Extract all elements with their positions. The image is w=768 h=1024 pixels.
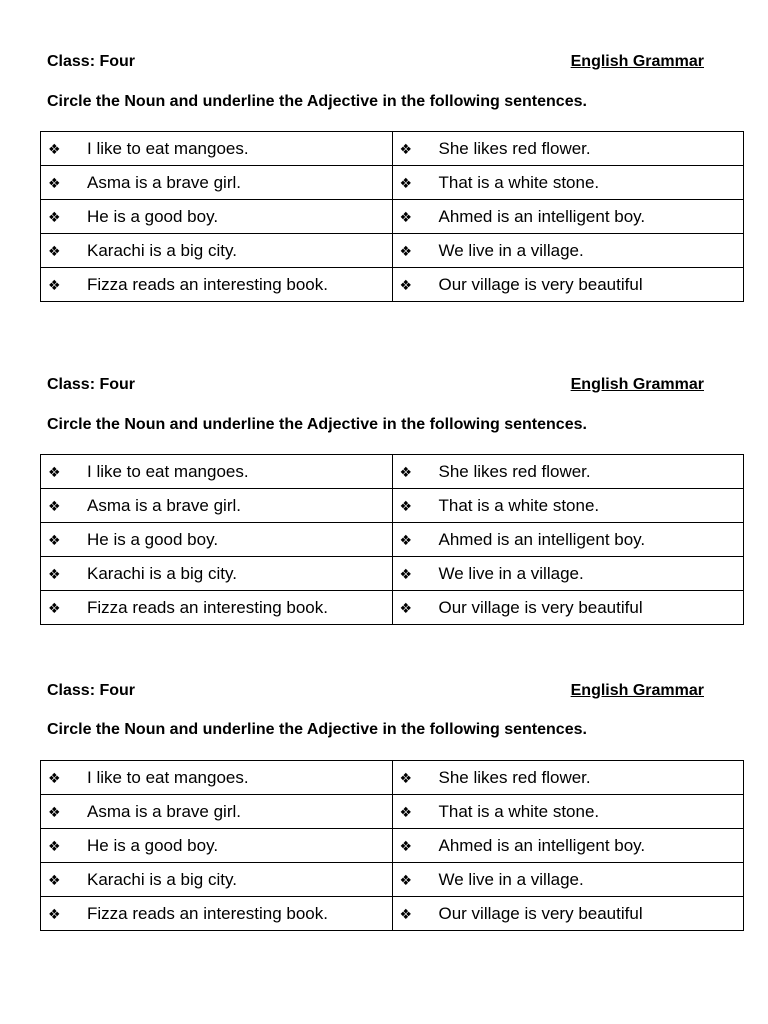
sentence-text: Ahmed is an intelligent boy. <box>438 206 646 226</box>
sentence-cell-left <box>41 897 393 931</box>
sentence-text: Ahmed is an intelligent boy. <box>438 529 646 549</box>
sentence-cell-right <box>392 591 744 625</box>
class-label: Class: Four <box>47 376 136 393</box>
sentence-row <box>41 557 744 591</box>
four-diamond-bullet-icon: ❖ <box>399 600 413 617</box>
sentence-row <box>41 795 744 829</box>
sentence-text: That is a white stone. <box>438 495 600 515</box>
four-diamond-bullet-icon: ❖ <box>48 838 61 855</box>
sentence-cell-right <box>392 489 744 523</box>
sentence-cell-right <box>392 455 744 489</box>
sentence-cell-left <box>41 829 393 863</box>
sentence-text: Fizza reads an interesting book. <box>87 903 328 923</box>
sentence-cell-left <box>41 761 393 795</box>
sentence-text: Our village is very beautiful <box>438 274 643 294</box>
sentence-cell-right <box>392 557 744 591</box>
sentence-cell-left <box>41 234 393 268</box>
sentence-text: I like to eat mangoes. <box>87 138 249 158</box>
sentence-text: Karachi is a big city. <box>87 240 237 260</box>
sentence-text: I like to eat mangoes. <box>87 767 249 787</box>
sentence-text: Fizza reads an interesting book. <box>87 274 328 294</box>
instruction-text: Circle the Noun and underline the Adjective in the following sentences. <box>47 416 587 433</box>
sentence-row <box>41 489 744 523</box>
four-diamond-bullet-icon: ❖ <box>48 498 61 515</box>
sentence-cell-left <box>41 200 393 234</box>
four-diamond-bullet-icon: ❖ <box>48 209 61 226</box>
sentence-cell-right <box>392 268 744 302</box>
sentence-text: Karachi is a big city. <box>87 563 237 583</box>
class-label: Class: Four <box>47 53 136 70</box>
subject-label: English Grammar <box>570 53 704 70</box>
sentence-table-body <box>41 132 744 302</box>
sentence-text: Asma is a brave girl. <box>87 495 241 515</box>
four-diamond-bullet-icon: ❖ <box>48 804 61 821</box>
sentence-text: He is a good boy. <box>87 529 219 549</box>
four-diamond-bullet-icon: ❖ <box>399 464 413 481</box>
sentence-row <box>41 234 744 268</box>
sentence-text: Ahmed is an intelligent boy. <box>438 835 646 855</box>
sentence-text: He is a good boy. <box>87 835 219 855</box>
four-diamond-bullet-icon: ❖ <box>399 770 413 787</box>
sentence-text: She likes red flower. <box>438 138 591 158</box>
sentence-text: We live in a village. <box>438 869 584 889</box>
sentence-text: She likes red flower. <box>438 461 591 481</box>
sentence-cell-left <box>41 268 393 302</box>
four-diamond-bullet-icon: ❖ <box>48 464 61 481</box>
sentence-table <box>40 131 744 302</box>
four-diamond-bullet-icon: ❖ <box>399 804 413 821</box>
worksheet-header <box>47 53 704 75</box>
sentence-cell-left <box>41 591 393 625</box>
sentence-text: Asma is a brave girl. <box>87 172 241 192</box>
four-diamond-bullet-icon: ❖ <box>399 175 413 192</box>
sentence-cell-right <box>392 200 744 234</box>
sentence-text: She likes red flower. <box>438 767 591 787</box>
subject-label: English Grammar <box>570 376 704 393</box>
four-diamond-bullet-icon: ❖ <box>48 600 61 617</box>
sentence-cell-left <box>41 166 393 200</box>
sentence-table-body <box>41 455 744 625</box>
sentence-cell-left <box>41 795 393 829</box>
four-diamond-bullet-icon: ❖ <box>399 838 413 855</box>
sentence-text: Our village is very beautiful <box>438 597 643 617</box>
four-diamond-bullet-icon: ❖ <box>399 532 413 549</box>
four-diamond-bullet-icon: ❖ <box>399 243 413 260</box>
sentence-row <box>41 200 744 234</box>
sentence-row <box>41 132 744 166</box>
sentence-row <box>41 455 744 489</box>
sentence-table-body <box>41 761 744 931</box>
four-diamond-bullet-icon: ❖ <box>399 872 413 889</box>
sentence-cell-right <box>392 897 744 931</box>
four-diamond-bullet-icon: ❖ <box>48 532 61 549</box>
sentence-text: I like to eat mangoes. <box>87 461 249 481</box>
four-diamond-bullet-icon: ❖ <box>399 566 413 583</box>
sentence-text: That is a white stone. <box>438 801 600 821</box>
four-diamond-bullet-icon: ❖ <box>48 566 61 583</box>
four-diamond-bullet-icon: ❖ <box>48 770 61 787</box>
sentence-cell-left <box>41 455 393 489</box>
sentence-cell-right <box>392 132 744 166</box>
sentence-cell-right <box>392 166 744 200</box>
sentence-text: Asma is a brave girl. <box>87 801 241 821</box>
sentence-text: Fizza reads an interesting book. <box>87 597 328 617</box>
sentence-cell-right <box>392 523 744 557</box>
sentence-row <box>41 897 744 931</box>
sentence-cell-left <box>41 557 393 591</box>
sentence-cell-left <box>41 132 393 166</box>
class-label: Class: Four <box>47 682 136 699</box>
sentence-text: We live in a village. <box>438 563 584 583</box>
four-diamond-bullet-icon: ❖ <box>399 498 413 515</box>
worksheet-header <box>47 682 704 704</box>
sentence-row <box>41 166 744 200</box>
four-diamond-bullet-icon: ❖ <box>399 209 413 226</box>
four-diamond-bullet-icon: ❖ <box>48 277 61 294</box>
sentence-cell-left <box>41 523 393 557</box>
subject-label: English Grammar <box>570 682 704 699</box>
sentence-cell-right <box>392 829 744 863</box>
sentence-cell-right <box>392 234 744 268</box>
sentence-text: That is a white stone. <box>438 172 600 192</box>
instruction-text: Circle the Noun and underline the Adjective in the following sentences. <box>47 721 587 738</box>
sentence-row <box>41 761 744 795</box>
sentence-row <box>41 829 744 863</box>
sentence-text: He is a good boy. <box>87 206 219 226</box>
four-diamond-bullet-icon: ❖ <box>399 906 413 923</box>
sentence-cell-left <box>41 863 393 897</box>
sentence-cell-left <box>41 489 393 523</box>
sentence-cell-right <box>392 761 744 795</box>
sentence-cell-right <box>392 795 744 829</box>
four-diamond-bullet-icon: ❖ <box>48 141 61 158</box>
sentence-text: We live in a village. <box>438 240 584 260</box>
four-diamond-bullet-icon: ❖ <box>48 906 61 923</box>
sentence-row <box>41 863 744 897</box>
sentence-table <box>40 454 744 625</box>
four-diamond-bullet-icon: ❖ <box>48 243 61 260</box>
sentence-text: Our village is very beautiful <box>438 903 643 923</box>
sentence-row <box>41 591 744 625</box>
worksheet-header <box>47 376 704 398</box>
four-diamond-bullet-icon: ❖ <box>399 277 413 294</box>
sentence-cell-right <box>392 863 744 897</box>
four-diamond-bullet-icon: ❖ <box>48 872 61 889</box>
four-diamond-bullet-icon: ❖ <box>48 175 61 192</box>
sentence-text: Karachi is a big city. <box>87 869 237 889</box>
sentence-row <box>41 523 744 557</box>
sentence-row <box>41 268 744 302</box>
four-diamond-bullet-icon: ❖ <box>399 141 413 158</box>
instruction-text: Circle the Noun and underline the Adjective in the following sentences. <box>47 93 587 110</box>
sentence-table <box>40 760 744 931</box>
